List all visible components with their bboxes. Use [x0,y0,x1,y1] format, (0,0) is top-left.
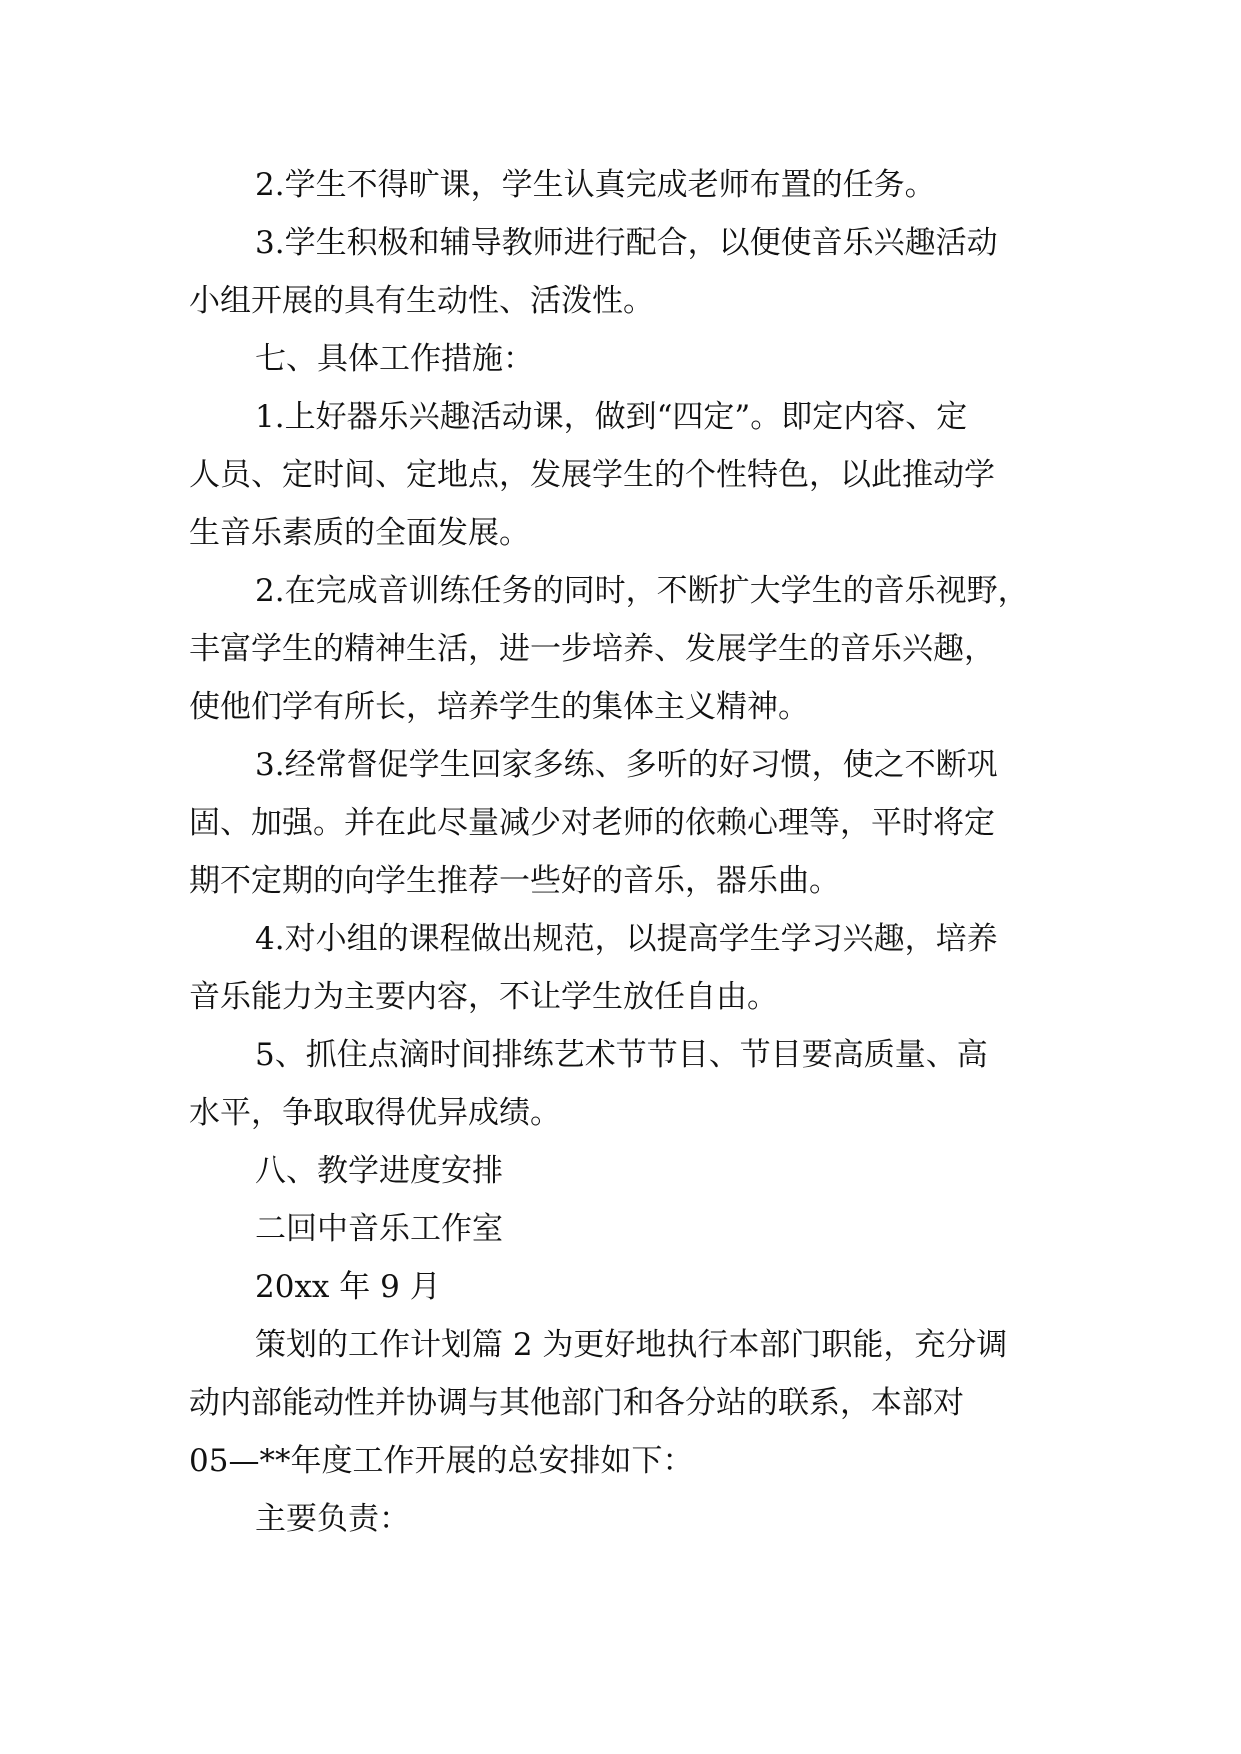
text-line: 4.对小组的课程做出规范，以提高学生学习兴趣，培养 [255,921,998,957]
document-body [189,156,1059,1548]
paragraph [189,330,1059,388]
text-line: 1.上好器乐兴趣活动课，做到“四定”。即定内容、定 [255,399,968,435]
paragraph [189,1316,1059,1490]
text-line: 水平，争取取得优异成绩。 [189,1095,561,1131]
paragraph [189,1200,1059,1258]
text-line: 生音乐素质的全面发展。 [189,515,530,551]
paragraph [189,562,1059,736]
paragraph [189,388,1059,562]
text-line: 策划的工作计划篇 2 为更好地执行本部门职能，充分调 [255,1327,1008,1363]
paragraph [189,736,1059,910]
text-line: 05—**年度工作开展的总安排如下： [189,1443,694,1479]
text-line: 音乐能力为主要内容，不让学生放任自由。 [189,979,778,1015]
text-line: 小组开展的具有生动性、活泼性。 [189,283,654,319]
text-line: 期不定期的向学生推荐一些好的音乐，器乐曲。 [189,863,840,899]
paragraph [189,1490,1059,1548]
text-line: 2.学生不得旷课，学生认真完成老师布置的任务。 [255,167,936,203]
text-line: 3.经常督促学生回家多练、多听的好习惯，使之不断巩 [255,747,998,783]
text-line: 固、加强。并在此尽量减少对老师的依赖心理等，平时将定 [189,805,995,841]
paragraph [189,1142,1059,1200]
text-line: 丰富学生的精神生活，进一步培养、发展学生的音乐兴趣， [189,631,995,667]
text-line: 主要负责： [255,1501,410,1537]
paragraph [189,1258,1059,1316]
text-line: 使他们学有所长，培养学生的集体主义精神。 [189,689,809,725]
text-line: 二回中音乐工作室 [255,1211,503,1247]
text-line: 七、具体工作措施： [255,341,534,377]
text-line: 3.学生积极和辅导教师进行配合，以便使音乐兴趣活动 [255,225,998,261]
text-line: 八、教学进度安排 [255,1153,503,1189]
paragraph [189,214,1059,330]
paragraph [189,1026,1059,1142]
paragraph [189,910,1059,1026]
text-line: 5、抓住点滴时间排练艺术节节目、节目要高质量、高 [255,1037,988,1073]
text-line: 2.在完成音训练任务的同时，不断扩大学生的音乐视野， [255,573,1029,609]
text-line: 20xx 年 9 月 [255,1269,441,1305]
text-line: 人员、定时间、定地点，发展学生的个性特色，以此推动学 [189,457,995,493]
text-line: 动内部能动性并协调与其他部门和各分站的联系，本部对 [189,1385,964,1421]
paragraph [189,156,1059,214]
